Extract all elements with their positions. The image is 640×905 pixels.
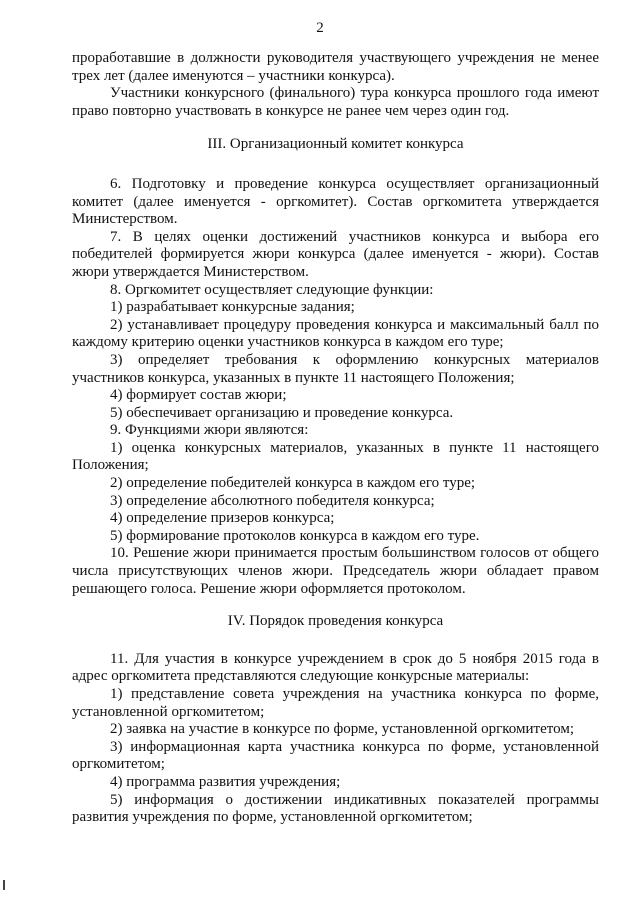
section-4-paragraph: 3) информационная карта участника конкурса по форме, установленной оргкомитетом;: [72, 738, 599, 773]
section-3-paragraph: 9. Функциями жюри являются:: [110, 422, 309, 439]
section-3-paragraph: 5) формирование протоколов конкурса в каждом его туре.: [110, 527, 480, 544]
section-3-paragraph: 4) определение призеров конкурса;: [110, 510, 335, 527]
intro-paragraph-2: Участники конкурсного (финального) тура конкурса прошлого года имеют право повторно участвовать в конкурсе не ранее чем через один год.: [72, 85, 599, 119]
section-3-paragraph: 3) определение абсолютного победителя конкурса;: [110, 492, 435, 509]
section-3-paragraph: 7. В целях оценки достижений участников конкурса и выбора его победителей формируется жюри конкурса (далее именуется - жюри). Состав жюри утверждается Министерством.: [72, 228, 599, 280]
section-3-paragraph: 4) формирует состав жюри;: [110, 387, 287, 404]
section-4-heading: IV. Порядок проведения конкурса: [227, 613, 444, 630]
page-content: [72, 50, 599, 827]
section-3-paragraph: 5) обеспечивает организацию и проведение конкурса.: [110, 404, 454, 421]
intro-paragraph-1: проработавшие в должности руководителя участвующего учреждения не менее трех лет (далее именуются – участники конкурса).: [72, 50, 599, 84]
section-3-paragraph: 6. Подготовку и проведение конкурса осуществляет организационный комитет (далее именуется - оргкомитет). Состав оргкомитета утверждается Министерством.: [72, 175, 599, 228]
section-3-paragraph: 1) оценка конкурсных материалов, указанных в пункте 11 настоящего Положения;: [72, 439, 599, 474]
section-3-paragraph: 3) определяет требования к оформлению конкурсных материалов участников конкурса, указанных в пункте 11 настоящего Положения;: [72, 351, 599, 386]
section-4-paragraph: 5) информация о достижении индикативных показателей программы развития учреждения по форме, установленной оргкомитетом;: [72, 791, 599, 826]
section-3-paragraph: 8. Оргкомитет осуществляет следующие функции:: [110, 281, 434, 298]
section-3-heading: III. Организационный комитет конкурса: [207, 136, 464, 153]
page-number: 2: [316, 20, 324, 36]
section-3-paragraph: 10. Решение жюри принимается простым большинством голосов от общего числа присутствующих членов жюри. Председатель жюри обладает правом решающего голоса. Решение жюри оформляется протоколом.: [72, 545, 599, 597]
section-4-paragraph: 2) заявка на участие в конкурсе по форме, установленной оргкомитетом;: [110, 721, 574, 738]
section-3-paragraph: 2) устанавливает процедуру проведения конкурса и максимальный балл по каждому критерию оценки участников конкурса в каждом его туре;: [72, 316, 599, 351]
section-4-paragraph: 4) программа развития учреждения;: [110, 773, 341, 790]
section-4-paragraph: 1) представление совета учреждения на участника конкурса по форме, установленной оргкомитетом;: [72, 686, 599, 720]
section-4-paragraph: 11. Для участия в конкурсе учреждением в срок до 5 ноября 2015 года в адрес оргкомитета представляются следующие конкурсные материалы:: [72, 650, 599, 685]
scan-edge-mark: [3, 880, 5, 890]
section-3-paragraph: 2) определение победителей конкурса в каждом его туре;: [110, 475, 476, 492]
section-3-paragraph: 1) разрабатывает конкурсные задания;: [110, 299, 355, 316]
